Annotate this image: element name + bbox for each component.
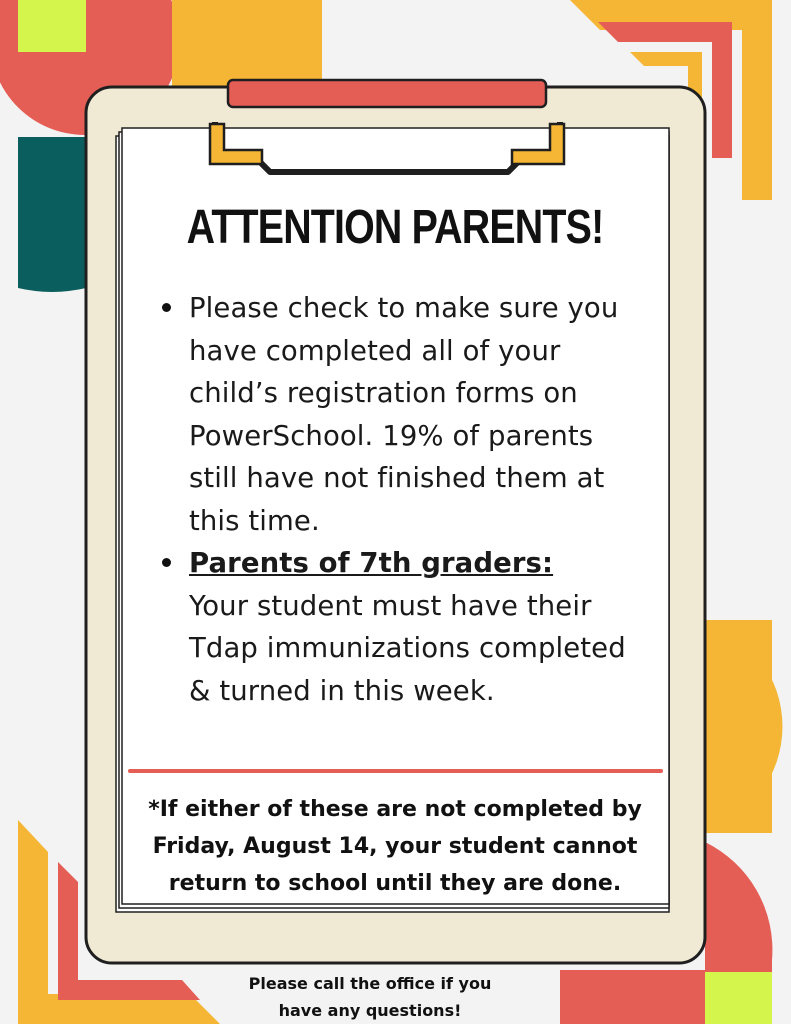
deco-lime-square-top-left [18, 0, 86, 52]
bullet-item [160, 287, 650, 542]
deco-lime-square-bottom-right [705, 972, 772, 1024]
bullet-text: Your student must have their Tdap immunizations completed & turned in this week. [189, 589, 626, 707]
bullet-text: Please check to make sure you have completed all of your child’s registration forms on PowerSchool. 19% of parents still have not finished them at this time. [189, 292, 619, 537]
bullet-lead: Parents of 7th graders: [189, 547, 554, 579]
footer-contact-text: Please call the office if you have any questions! [248, 974, 492, 1020]
section-divider [128, 769, 663, 773]
deco-teal-shape-left [18, 137, 86, 292]
deadline-notice: *If either of these are not completed by Friday, August 14, your student cannot return to school until they are done. [148, 797, 642, 896]
deco-yellow-block-top [172, 0, 322, 86]
bullet-item [160, 542, 650, 712]
info-bullet-list [160, 287, 650, 712]
deco-yellow-strip-right [700, 620, 772, 833]
flyer-title: ATTENTION PARENTS! [186, 201, 604, 254]
